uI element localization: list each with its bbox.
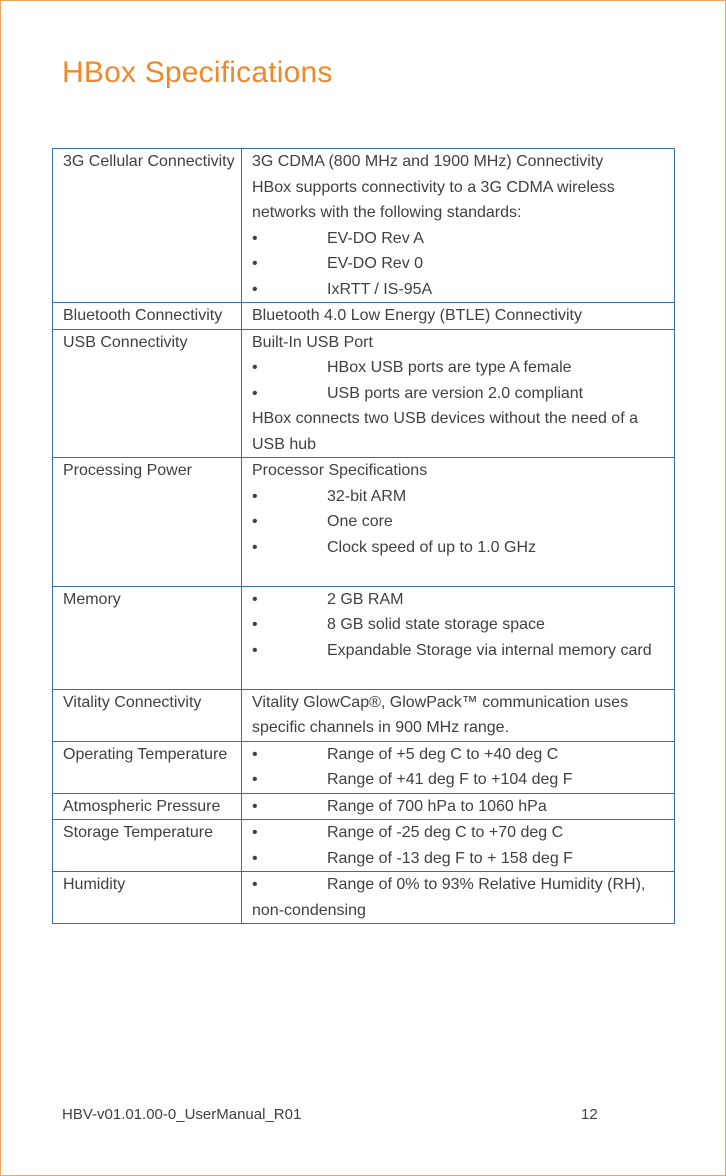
bullet-icon: • bbox=[252, 538, 258, 556]
spec-bullet-text: Expandable Storage via internal memory card bbox=[327, 641, 652, 659]
bullet-icon: • bbox=[252, 876, 258, 893]
spec-table-body bbox=[53, 149, 675, 924]
footer-page-number: 12 bbox=[581, 1106, 598, 1123]
spec-bullet-item bbox=[252, 587, 670, 613]
spec-bullet-item bbox=[252, 638, 670, 664]
spec-bullet-item bbox=[252, 509, 670, 535]
spec-label: Vitality Connectivity bbox=[53, 689, 242, 741]
spec-bullet-item bbox=[252, 484, 670, 510]
bullet-icon: • bbox=[252, 849, 258, 867]
spec-bullet-text: EV-DO Rev 0 bbox=[327, 255, 424, 272]
spec-row bbox=[53, 329, 675, 458]
spec-bullet-item bbox=[252, 612, 670, 638]
spec-bullet-item bbox=[252, 535, 670, 561]
spec-value bbox=[242, 329, 675, 458]
spec-bullet-item bbox=[252, 355, 670, 381]
spec-bullet-text: Range of -25 deg C to +70 deg C bbox=[327, 824, 564, 841]
spec-row bbox=[53, 586, 675, 689]
spec-label: Processing Power bbox=[53, 458, 242, 587]
spec-label: Humidity bbox=[53, 872, 242, 924]
bullet-icon: • bbox=[252, 229, 258, 247]
spec-row bbox=[53, 820, 675, 872]
bullet-icon: • bbox=[252, 641, 258, 659]
spec-bullet-text: 2 GB RAM bbox=[327, 590, 404, 608]
spec-text-line: Vitality GlowCap®, GlowPack™ communication uses specific channels in 900 MHz range. bbox=[252, 693, 629, 736]
bullet-icon: • bbox=[252, 359, 258, 376]
spec-value bbox=[242, 458, 675, 587]
spec-label: 3G Cellular Connectivity bbox=[53, 149, 242, 303]
page-title: HBox Specifications bbox=[62, 56, 333, 89]
spec-bullet-text: Clock speed of up to 1.0 GHz bbox=[327, 538, 536, 556]
spec-value bbox=[242, 793, 675, 820]
spec-bullet-text: Range of +5 deg C to +40 deg C bbox=[327, 745, 559, 763]
spec-bullet-text: Range of 0% to 93% Relative Humidity (RH), non-condensing bbox=[252, 876, 646, 919]
spec-label: Atmospheric Pressure bbox=[53, 793, 242, 820]
spec-value bbox=[242, 820, 675, 872]
spec-bullet-text: 8 GB solid state storage space bbox=[327, 616, 545, 633]
spec-bullet-text: IxRTT / IS-95A bbox=[327, 280, 433, 298]
spec-row bbox=[53, 872, 675, 924]
spec-bullet-item bbox=[252, 277, 670, 303]
spec-bullet-text: USB ports are version 2.0 compliant bbox=[327, 384, 584, 402]
spec-bullet-item bbox=[252, 381, 670, 407]
spec-label: USB Connectivity bbox=[53, 329, 242, 458]
spec-text-line: 3G CDMA (800 MHz and 1900 MHz) Connectivity bbox=[252, 153, 604, 170]
bullet-icon: • bbox=[252, 513, 258, 530]
spec-bullet-text: Range of +41 deg F to +104 deg F bbox=[327, 771, 573, 788]
bullet-icon: • bbox=[252, 771, 258, 788]
spec-row bbox=[53, 741, 675, 793]
spec-row bbox=[53, 303, 675, 330]
row-spacer bbox=[252, 663, 670, 689]
spec-row bbox=[53, 458, 675, 587]
bullet-icon: • bbox=[252, 824, 258, 841]
spec-bullet-item bbox=[252, 251, 670, 277]
spec-label: Memory bbox=[53, 586, 242, 689]
spec-value bbox=[242, 586, 675, 689]
spec-text-line: HBox connects two USB devices without the need of a USB hub bbox=[252, 410, 638, 453]
spec-row bbox=[53, 149, 675, 303]
spec-bullet-item bbox=[252, 767, 670, 793]
spec-value bbox=[242, 741, 675, 793]
spec-value bbox=[242, 872, 675, 924]
bullet-icon: • bbox=[252, 487, 258, 505]
spec-row bbox=[53, 689, 675, 741]
spec-text-line: HBox supports connectivity to a 3G CDMA wireless networks with the following standards: bbox=[252, 178, 615, 221]
spec-label: Bluetooth Connectivity bbox=[53, 303, 242, 330]
spec-text-line: Processor Specifications bbox=[252, 462, 428, 479]
bullet-icon: • bbox=[252, 797, 258, 815]
spec-value bbox=[242, 303, 675, 330]
bullet-icon: • bbox=[252, 745, 258, 763]
bullet-icon: • bbox=[252, 590, 258, 608]
spec-bullet-item bbox=[252, 742, 670, 768]
spec-bullet-item bbox=[252, 820, 670, 846]
bullet-icon: • bbox=[252, 255, 258, 272]
spec-text-line: Built-In USB Port bbox=[252, 333, 373, 351]
spec-value bbox=[242, 149, 675, 303]
spec-label: Operating Temperature bbox=[53, 741, 242, 793]
spec-bullet-item bbox=[252, 846, 670, 872]
spec-bullet-text: HBox USB ports are type A female bbox=[327, 359, 572, 376]
spec-value bbox=[242, 689, 675, 741]
spec-bullet-text: Range of 700 hPa to 1060 hPa bbox=[327, 797, 547, 815]
spec-row bbox=[53, 793, 675, 820]
bullet-icon: • bbox=[252, 280, 258, 298]
spec-bullet-text: EV-DO Rev A bbox=[327, 229, 424, 247]
row-spacer bbox=[252, 560, 670, 586]
footer-doc-id: HBV-v01.01.00-0_UserManual_R01 bbox=[62, 1106, 302, 1123]
spec-text-line: Bluetooth 4.0 Low Energy (BTLE) Connectivity bbox=[252, 307, 582, 324]
spec-bullet-text: 32-bit ARM bbox=[327, 487, 407, 505]
spec-bullet-item bbox=[252, 872, 670, 923]
spec-bullet-item bbox=[252, 794, 670, 820]
spec-bullet-text: Range of -13 deg F to + 158 deg F bbox=[327, 849, 573, 867]
spec-bullet-item bbox=[252, 226, 670, 252]
spec-bullet-text: One core bbox=[327, 513, 393, 530]
spec-label: Storage Temperature bbox=[53, 820, 242, 872]
spec-table bbox=[52, 148, 675, 924]
bullet-icon: • bbox=[252, 384, 258, 402]
bullet-icon: • bbox=[252, 616, 258, 633]
